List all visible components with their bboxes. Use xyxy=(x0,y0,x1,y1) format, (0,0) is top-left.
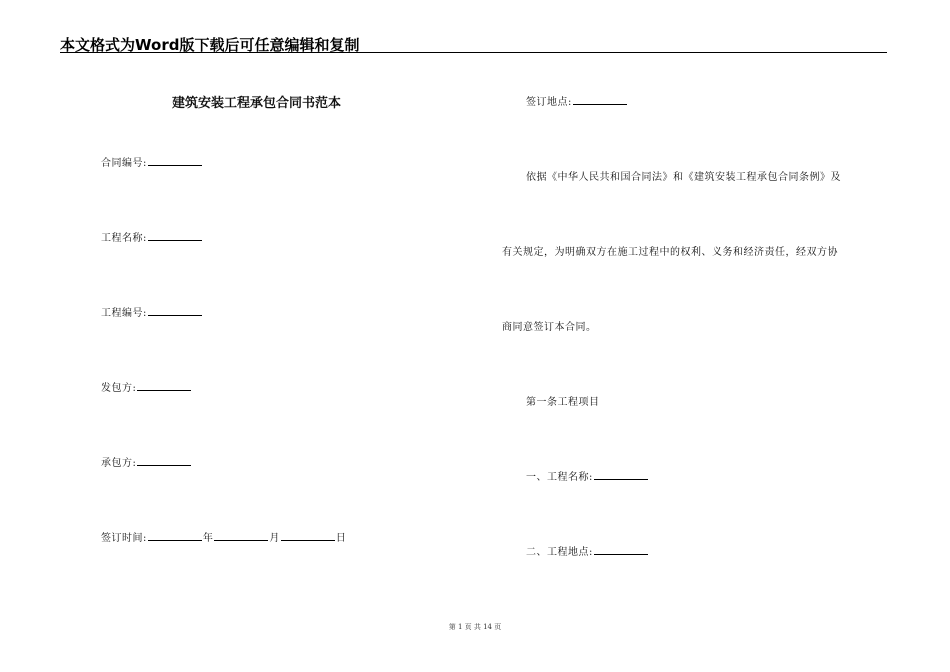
paragraph-line-3: 商同意签订本合同。 xyxy=(502,322,597,333)
contract-number-line xyxy=(101,154,203,169)
year-unit: 年 xyxy=(202,533,214,544)
item-2-label: 二、工程地点: xyxy=(526,547,593,558)
item-1-line xyxy=(526,468,649,483)
header-divider xyxy=(60,52,887,53)
article-1-heading: 第一条工程项目 xyxy=(526,397,600,408)
document-title: 建筑安装工程承包合同书范本 xyxy=(172,96,342,111)
project-number-blank[interactable] xyxy=(148,306,202,316)
sign-month-blank[interactable] xyxy=(214,531,268,541)
sign-time-label: 签订时间: xyxy=(101,533,147,544)
employer-blank[interactable] xyxy=(137,381,191,391)
contract-number-label: 合同编号: xyxy=(101,158,147,169)
paragraph-line-2: 有关规定，为明确双方在施工过程中的权利、义务和经济责任，经双方协 xyxy=(502,247,838,258)
header-title: 本文格式为Word版下载后可任意编辑和复制 xyxy=(60,36,360,54)
item-1-blank[interactable] xyxy=(594,470,648,480)
project-name-blank[interactable] xyxy=(148,231,202,241)
project-number-label: 工程编号: xyxy=(101,308,147,319)
employer-line xyxy=(101,379,192,394)
contractor-line xyxy=(101,454,192,469)
sign-year-blank[interactable] xyxy=(148,531,202,541)
day-unit: 日 xyxy=(335,533,347,544)
sign-place-line xyxy=(526,93,628,108)
project-name-label: 工程名称: xyxy=(101,233,147,244)
item-1-label: 一、工程名称: xyxy=(526,472,593,483)
sign-time-line xyxy=(101,529,346,544)
page-number: 第 1 页 共 14 页 xyxy=(448,623,502,631)
item-2-line xyxy=(526,543,649,558)
paragraph-line-1: 依据《中华人民共和国合同法》和《建筑安装工程承包合同条例》及 xyxy=(526,172,841,183)
employer-label: 发包方: xyxy=(101,383,137,394)
contractor-label: 承包方: xyxy=(101,458,137,469)
month-unit: 月 xyxy=(269,533,280,544)
project-name-line xyxy=(101,229,203,244)
item-2-blank[interactable] xyxy=(594,545,648,555)
sign-place-blank[interactable] xyxy=(573,95,627,105)
project-number-line xyxy=(101,304,203,319)
sign-day-blank[interactable] xyxy=(281,531,335,541)
contract-number-blank[interactable] xyxy=(148,156,202,166)
sign-place-label: 签订地点: xyxy=(526,97,572,108)
contractor-blank[interactable] xyxy=(137,456,191,466)
